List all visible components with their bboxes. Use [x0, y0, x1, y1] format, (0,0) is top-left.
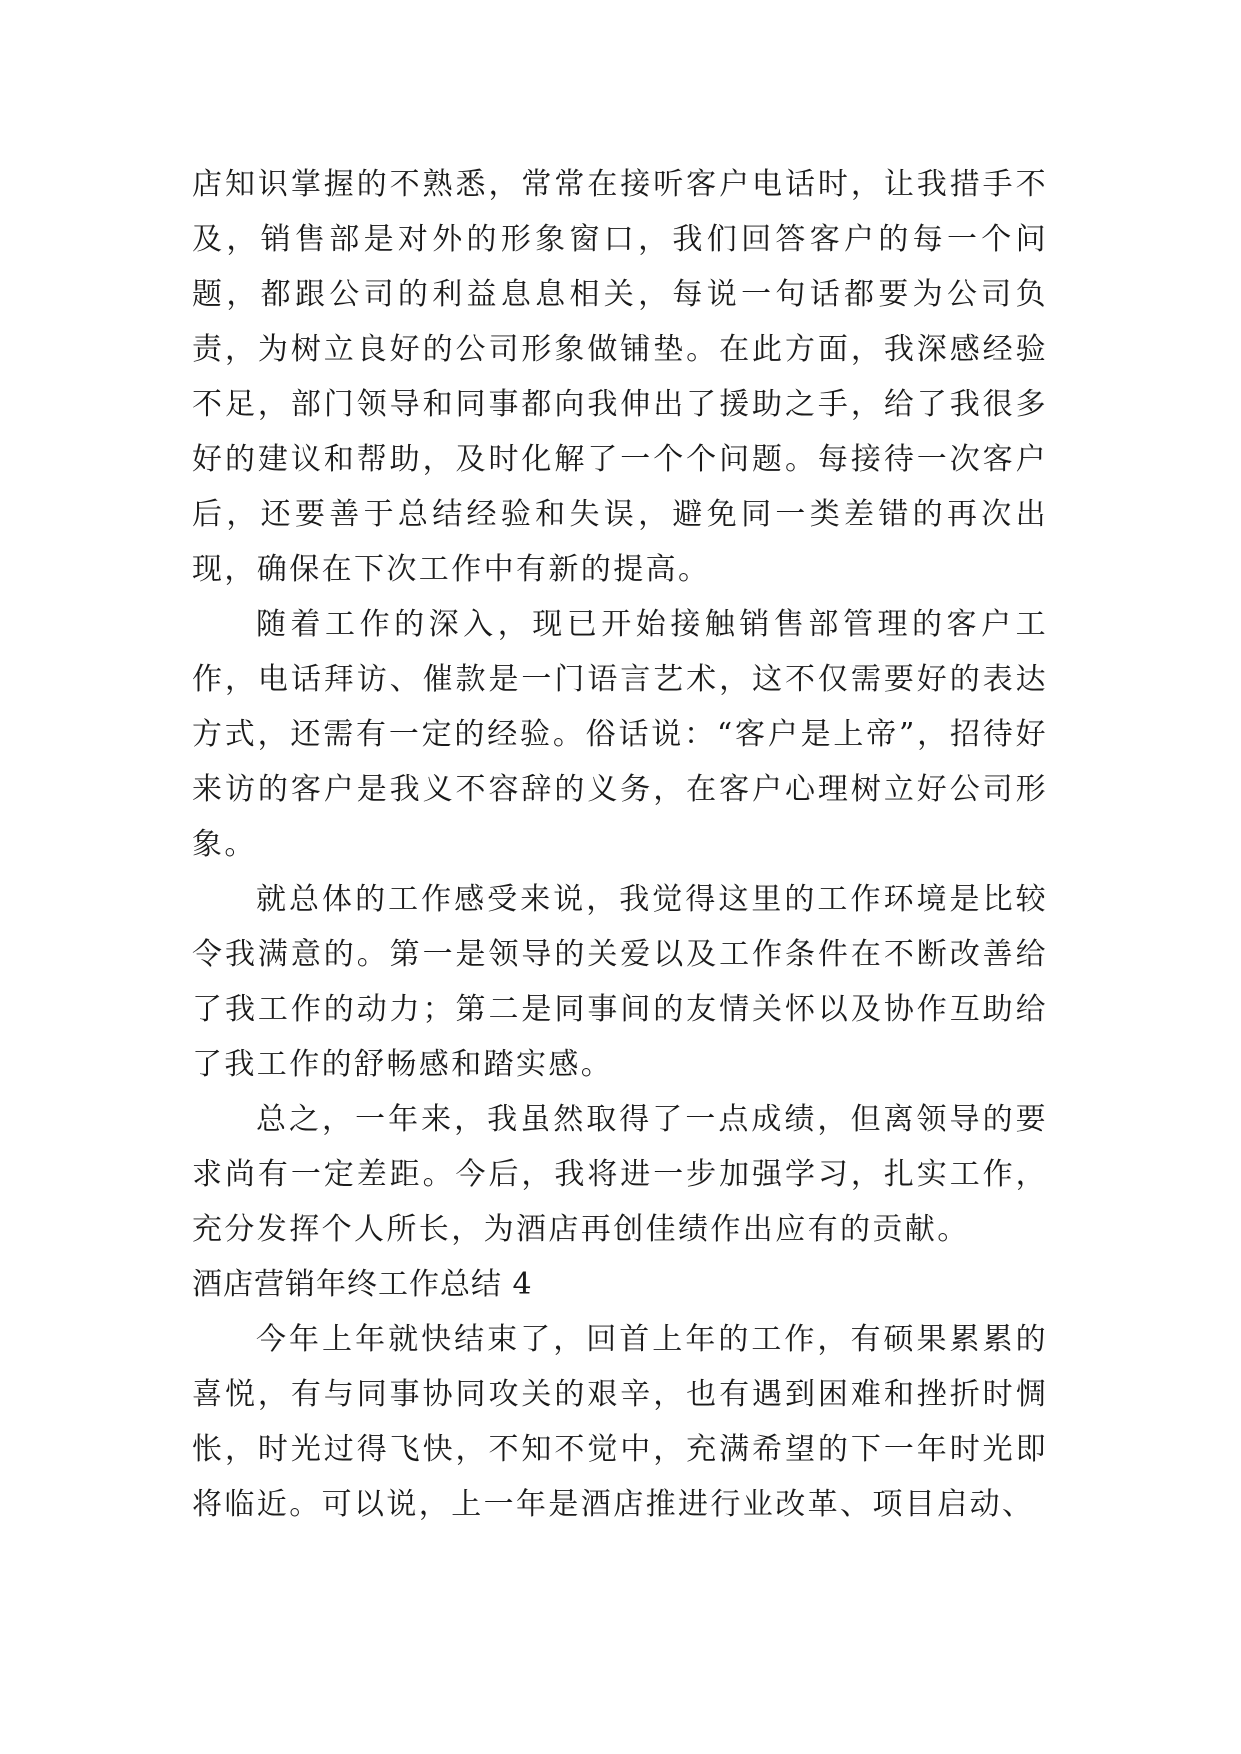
paragraph-customer-work: 随着工作的深入，现已开始接触销售部管理的客户工作，电话拜访、催款是一门语言艺术，这不仅需要好的表达方式，还需有一定的经验。俗话说：“客户是上帝”，招待好来访的客户是我义不容辞的义务，在客户心理树立好公司形象。 [192, 607, 1048, 862]
document-body [192, 157, 1048, 1532]
paragraph-conclusion: 总之，一年来，我虽然取得了一点成绩，但离领导的要求尚有一定差距。今后，我将进一步加强学习，扎实工作，充分发挥个人所长，为酒店再创佳绩作出应有的贡献。 [192, 1102, 1048, 1247]
paragraph-continuation: 店知识掌握的不熟悉，常常在接听客户电话时，让我措手不及，销售部是对外的形象窗口，我们回答客户的每一个问题，都跟公司的利益息息相关，每说一句话都要为公司负责，为树立良好的公司形象做铺垫。在此方面，我深感经验不足，部门领导和同事都向我伸出了援助之手，给了我很多好的建议和帮助，及时化解了一个个问题。每接待一次客户后，还要善于总结经验和失误，避免同一类差错的再次出现，确保在下次工作中有新的提高。 [192, 167, 1048, 587]
section-heading: 酒店营销年终工作总结 4 [192, 1267, 533, 1302]
paragraph-section-intro: 今年上年就快结束了，回首上年的工作，有硕果累累的喜悦，有与同事协同攻关的艰辛，也有遇到困难和挫折时惆怅，时光过得飞快，不知不觉中，充满希望的下一年时光即将临近。可以说，上一年是酒店推进行业改革、项目启动、 [192, 1322, 1048, 1522]
paragraph-work-feelings: 就总体的工作感受来说，我觉得这里的工作环境是比较令我满意的。第一是领导的关爱以及工作条件在不断改善给了我工作的动力；第二是同事间的友情关怀以及协作互助给了我工作的舒畅感和踏实感。 [192, 882, 1048, 1082]
